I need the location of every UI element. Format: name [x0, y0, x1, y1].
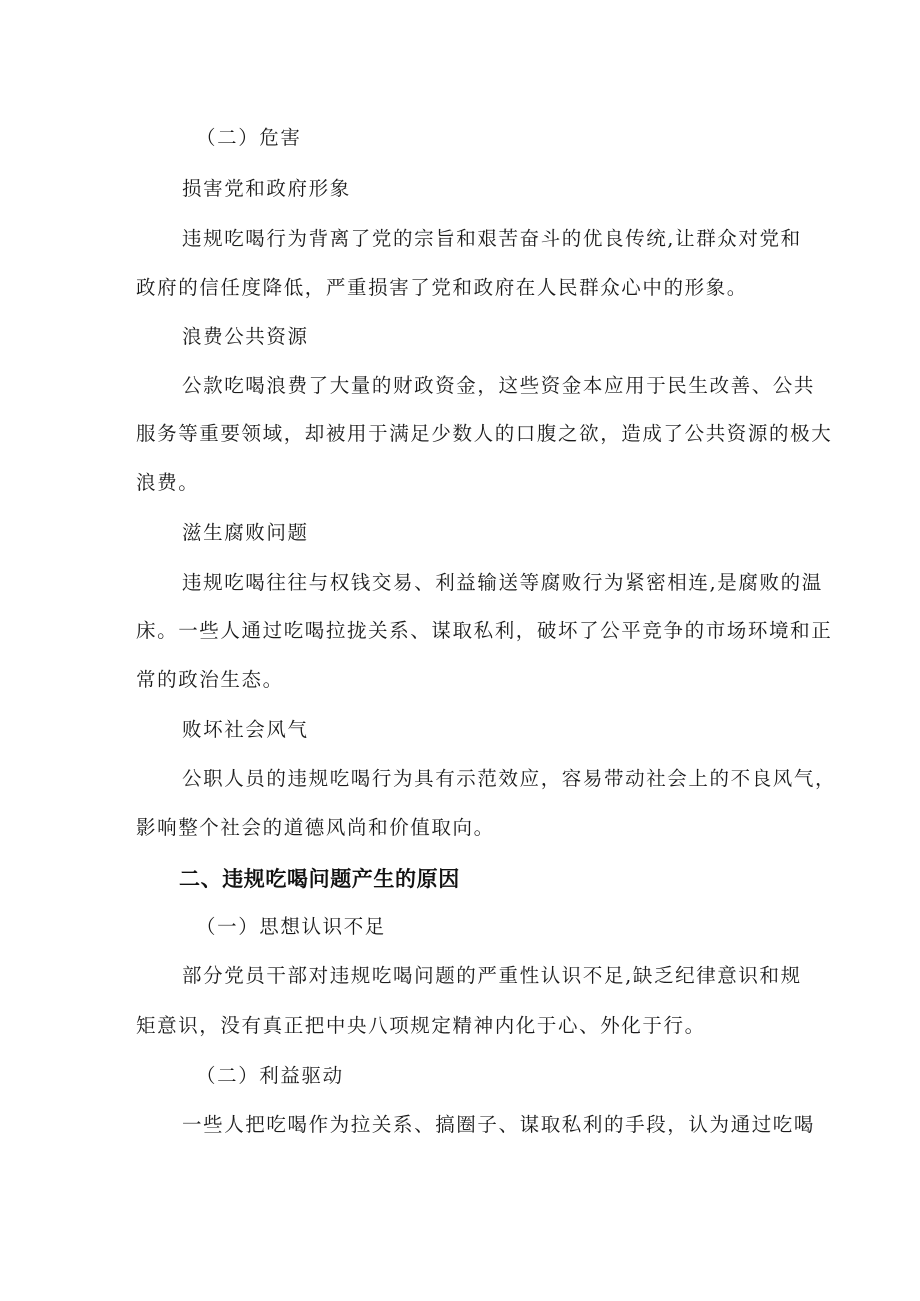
paragraph-line: 服务等重要领域，却被用于满足少数人的口腹之欲，造成了公共资源的极大: [136, 422, 833, 445]
paragraph-line: 矩意识，没有真正把中央八项规定精神内化于心、外化于行。: [136, 1014, 706, 1037]
subsection-title-interest: （二）利益驱动: [196, 1064, 344, 1087]
section-heading-causes: 二、违规吃喝问题产生的原因: [179, 867, 460, 891]
paragraph-line: 政府的信任度降低，严重损害了党和政府在人民群众心中的形象。: [136, 276, 748, 299]
subsection-title-harm: （二）危害: [196, 126, 302, 149]
paragraph-line: 浪费。: [136, 471, 200, 494]
paragraph-heading-image: 损害党和政府形象: [182, 177, 351, 200]
subsection-title-awareness: （一）思想认识不足: [196, 915, 386, 938]
paragraph-line: 部分党员干部对违规吃喝问题的严重性认识不足,缺乏纪律意识和规: [182, 964, 802, 987]
paragraph-heading-morals: 败坏社会风气: [182, 718, 309, 741]
paragraph-heading-corruption: 滋生腐败问题: [182, 521, 309, 544]
paragraph-line: 公职人员的违规吃喝行为具有示范效应，容易带动社会上的不良风气，: [182, 767, 837, 790]
paragraph-line: 常的政治生态。: [136, 668, 284, 691]
paragraph-heading-waste: 浪费公共资源: [182, 325, 309, 348]
paragraph-line: 一些人把吃喝作为拉关系、搞圈子、谋取私利的手段，认为通过吃喝: [182, 1113, 816, 1136]
paragraph-line: 床。一些人通过吃喝拉拢关系、谋取私利，破坏了公平竞争的市场环境和正: [136, 619, 833, 642]
paragraph-line: 影响整个社会的道德风尚和价值取向。: [136, 816, 495, 839]
paragraph-line: 违规吃喝行为背离了党的宗旨和艰苦奋斗的优良传统,让群众对党和: [182, 227, 802, 250]
paragraph-line: 公款吃喝浪费了大量的财政资金，这些资金本应用于民生改善、公共: [182, 374, 816, 397]
paragraph-line: 违规吃喝往往与权钱交易、利益输送等腐败行为紧密相连,是腐败的温: [182, 571, 823, 594]
